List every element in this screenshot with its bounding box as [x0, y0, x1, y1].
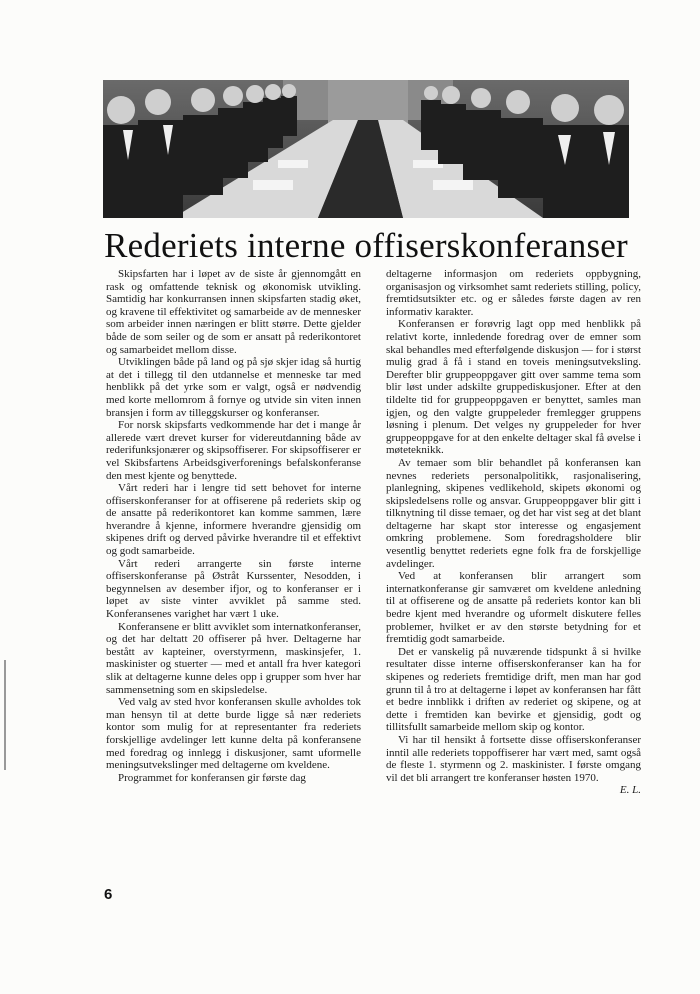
paragraph: Skipsfarten har i løpet av de siste år gjennomgått en rask og omfattende teknisk og økonomisk utvikling. Samtidig har konkurransen innen skipsfarten stadig øket, og kravene til effektivitet og samarbeide av de mennesker som arbeider innen næringen er blitt større. Dette gjelder både de som seiler og de som er ansatt på rederikontoret og samarbeidet mellom disse. — [106, 268, 361, 356]
paragraph: Vårt rederi har i lengre tid sett behovet for interne offiserskonferanser for at offiserene på rederiets skip og de ansatte på rederikontoret kan komme sammen, lære hverandre å kjenne, informere hverandre gjensidig om skipenes drift og derved påvirke hverandre til et effektivt og godt samarbeide. — [106, 482, 361, 558]
article-title: Rederiets interne offiserskonferanser — [104, 226, 628, 265]
paragraph: Utviklingen både på land og på sjø skjer idag så hurtig at det i tillegg til den utdannelse et menneske tar med henblikk på det yrke som er valgt, også er nødvendig med korte mellomrom å fornye og utvide sin viten innen bransjen i form av tilleggskurser og konferanser. — [106, 356, 361, 419]
paragraph: Konferansen er forøvrig lagt opp med henblikk på relativt korte, innledende foredrag over de emner som skal behandles med efterfølgende diskusjon — for i størst mulig grad å få i stand en toveis meningsutveksling. Derefter blir gruppeoppgaver gitt over samme tema som blir løst under adskilte gruppediskusjoner. Efter at den tildelte tid for gruppeoppgaven er benyttet, samles man igjen, og den valgte gruppeleder fremlegger gruppens løsning i plenum. Det velges ny gruppeleder for hver gruppeoppgave for at den enkelte deltager skal få øvelse i møteteknikk. — [386, 318, 641, 457]
paragraph: Det er vanskelig på nuværende tidspunkt å si hvilke resultater disse interne offiserskonferanser kan ha for skipenes og rederiets fremtidige drift, men man har god grunn til å tro at deltagerne i løpet av konferansen har fått et bedre innblikk i driften av rederiet og skipene, og at dette i fremtiden kan bevirke et gjensidig, godt og tillitsfullt samarbeide mellom skip og kontor. — [386, 645, 641, 734]
left-column — [106, 268, 361, 784]
paragraph: Programmet for konferansen gir første dag — [118, 771, 306, 784]
margin-mark — [4, 660, 6, 770]
paragraph: Vårt rederi arrangerte sin første interne offiserskonferanse på Østråt Kurssenter, Nesodden, i begynnelsen av desember ifjor, og to konferanser er i løpet av siste vinter avviklet på samme sted. Konferansenes varighet har vært 1 uke. — [106, 557, 361, 621]
paragraph: Av temaer som blir behandlet på konferansen kan nevnes rederiets personalpolitikk, rasjonalisering, planlegning, skipenes vedlikehold, skipets økonomi og skipsledelsens rolle og ansvar. Gruppeoppgaver blir gitt i tilknytning til disse temaer, og det har vist seg at det blant deltagerne har skapt stor interesse og engasjement omkring problemene. Som foredragsholdere blir vesentlig benyttet rederiets egne folk fra de forskjellige avdelinger. — [386, 456, 641, 570]
conference-photo — [103, 80, 629, 218]
paragraph: deltagerne informasjon om rederiets oppbygning, organisasjon og virksomhet samt rederiets stilling, policy, fremtidsutsikter etc. og er således første dagen av ren informativ karakter. — [386, 268, 641, 318]
paragraph: Ved valg av sted hvor konferansen skulle avholdes tok man hensyn til at dette burde ligge så nær rederiets kontor som mulig for at representanter fra rederiets forskjellige avdelinger lett kunne delta på konferansene med foredrag og innlegg i diskusjoner, samt uformelle meningsutvekslinger med deltagerne om kveldene. — [106, 696, 361, 772]
conference-photo-illustration — [103, 80, 629, 218]
paragraph: Ved at konferansen blir arrangert som internatkonferanse gir samværet om kveldene anledning til at offiserene og de ansatte på rederiets kontor kan bli bedre kjent med hverandre og uformelt diskutere felles problemer, hvilket er av den største betydning for et fremtidig godt samarbeide. — [386, 570, 641, 646]
paragraph: Vi har til hensikt å fortsette disse offiserskonferanser inntil alle rederiets toppoffiserer har vært med, samt også de fleste 1. styrmenn og 2. maskinister. I første omgang vil det bli arrangert tre konferanser høsten 1970. — [386, 733, 641, 784]
author-signature: E. L. — [619, 784, 641, 797]
paragraph: For norsk skipsfarts vedkommende har det i mange år allerede vært drevet kurser for videreutdanning både av rederifunksjonærer og skipsoffiserer. For skipsoffiserer er vel Skibsfartens Arbeidsgiverforenings befalskonferanse den mest kjente og benyttede. — [106, 419, 361, 482]
page-number: 6 — [104, 886, 113, 903]
right-column — [386, 268, 641, 797]
paragraph: Konferansene er blitt avviklet som internatkonferanser, og det har deltatt 20 offiserer på hver. Deltagerne har bestått av kapteiner, overstyrmenn, maskinsjefer, 1. maskinister og stuerter — med et antall fra hver kategori slik at deltagerne kunne deles opp i grupper som hver har sammensetning som en skipsledelse. — [106, 620, 361, 696]
